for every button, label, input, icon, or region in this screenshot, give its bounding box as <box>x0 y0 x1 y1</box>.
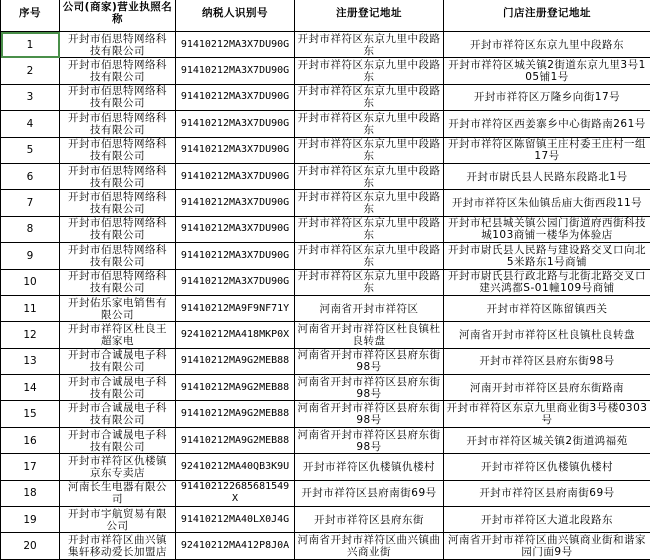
cell-tax-id[interactable]: 91410212MA3X7DU90G <box>176 137 295 163</box>
cell-company-name[interactable]: 开封市佰思特网络科技有限公司 <box>60 137 176 163</box>
cell-seq[interactable]: 17 <box>1 454 60 480</box>
table-row <box>1 190 650 216</box>
table-body <box>1 32 650 560</box>
cell-company-name[interactable]: 开封市佰思特网络科技有限公司 <box>60 269 176 295</box>
cell-seq[interactable]: 6 <box>1 163 60 189</box>
cell-store-address[interactable]: 开封市祥符区县府南街69号 <box>444 480 650 506</box>
cell-registered-address[interactable]: 河南省开封市祥符区县府东街98号 <box>295 401 444 427</box>
cell-store-address[interactable]: 开封市尉氏县行政北路与北街北路交叉口建兴鸿都S-01幢109号商铺 <box>444 269 650 295</box>
cell-store-address[interactable]: 开封市祥符区万隆乡向街17号 <box>444 84 650 110</box>
cell-store-address[interactable]: 开封市祥符区东京九里商业街3号楼0303号 <box>444 401 650 427</box>
cell-store-address[interactable]: 开封市祥符区县府东街98号 <box>444 348 650 374</box>
header-tax-id[interactable]: 纳税人识别号 <box>176 0 295 32</box>
cell-registered-address[interactable]: 开封市祥符区东京九里中段路东 <box>295 216 444 242</box>
cell-company-name[interactable]: 开封市合诚晟电子科技有限公司 <box>60 375 176 401</box>
cell-company-name[interactable]: 开封市合诚晟电子科技有限公司 <box>60 348 176 374</box>
cell-tax-id[interactable]: 92410212MA40QB3K9U <box>176 454 295 480</box>
cell-seq[interactable]: 18 <box>1 480 60 506</box>
header-row <box>1 0 650 32</box>
cell-tax-id[interactable]: 91410212MA3X7DU90G <box>176 163 295 189</box>
cell-tax-id[interactable]: 91410212MA3X7DU90G <box>176 216 295 242</box>
cell-seq[interactable]: 2 <box>1 58 60 84</box>
table-row <box>1 163 650 189</box>
cell-registered-address[interactable]: 开封市祥符区东京九里中段路东 <box>295 163 444 189</box>
cell-store-address[interactable]: 开封市祥符区陈留镇王庄村委王庄村一组17号 <box>444 137 650 163</box>
cell-registered-address[interactable]: 开封市祥符区东京九里中段路东 <box>295 269 444 295</box>
cell-tax-id[interactable]: 92410212MA418MKP0X <box>176 322 295 348</box>
cell-registered-address[interactable]: 河南省开封市祥符区曲兴镇曲兴商业街 <box>295 533 444 559</box>
cell-seq[interactable]: 20 <box>1 533 60 559</box>
cell-tax-id[interactable]: 91410212MA3X7DU90G <box>176 32 295 58</box>
cell-registered-address[interactable]: 开封市祥符区东京九里中段路东 <box>295 32 444 58</box>
cell-tax-id[interactable]: 91410212MA9F9NF71Y <box>176 295 295 321</box>
table-row <box>1 32 650 58</box>
cell-seq[interactable]: 4 <box>1 111 60 137</box>
cell-tax-id[interactable]: 91410212MA3X7DU90G <box>176 269 295 295</box>
cell-registered-address[interactable]: 开封市祥符区东京九里中段路东 <box>295 58 444 84</box>
cell-registered-address[interactable]: 河南省开封市祥符区杜良镇杜良转盘 <box>295 322 444 348</box>
cell-seq[interactable]: 19 <box>1 507 60 533</box>
cell-company-name[interactable]: 开封市合诚晟电子科技有限公司 <box>60 427 176 453</box>
cell-registered-address[interactable]: 开封市祥符区县府东街 <box>295 507 444 533</box>
table-row <box>1 58 650 84</box>
cell-registered-address[interactable]: 河南省开封市祥符区县府东街98号 <box>295 375 444 401</box>
cell-store-address[interactable]: 开封市祥符区东京九里中段路东 <box>444 32 650 58</box>
cell-store-address[interactable]: 开封市祥符区城关镇2街道鸿福苑 <box>444 427 650 453</box>
cell-store-address[interactable]: 河南省开封市祥符区曲兴镇商业街和谐家园门面9号 <box>444 533 650 559</box>
cell-registered-address[interactable]: 开封市祥符区东京九里中段路东 <box>295 243 444 269</box>
cell-store-address[interactable]: 开封市杞县城关镇公园门街道府西街科技城103商铺一楼华为体验店 <box>444 216 650 242</box>
cell-store-address[interactable]: 开封市尉氏县人民路东段路北1号 <box>444 163 650 189</box>
cell-company-name[interactable]: 开封市佰思特网络科技有限公司 <box>60 32 176 58</box>
cell-store-address[interactable]: 开封市祥符区仇楼镇仇楼村 <box>444 454 650 480</box>
header-registered-address[interactable]: 注册登记地址 <box>295 0 444 32</box>
cell-store-address[interactable]: 河南省开封市祥符区杜良镇杜良转盘 <box>444 322 650 348</box>
table-row <box>1 454 650 480</box>
cell-store-address[interactable]: 开封市祥符区城关镇2街道东京九里3号105铺1号 <box>444 58 650 84</box>
cell-company-name[interactable]: 开封市佰思特网络科技有限公司 <box>60 190 176 216</box>
cell-store-address[interactable]: 开封市祥符区朱仙镇岳庙大街西段11号 <box>444 190 650 216</box>
cell-registered-address[interactable]: 开封市祥符区东京九里中段路东 <box>295 190 444 216</box>
cell-registered-address[interactable]: 开封市祥符区东京九里中段路东 <box>295 84 444 110</box>
cell-company-name[interactable]: 开封市宇航贸易有限公司 <box>60 507 176 533</box>
cell-company-name[interactable]: 开封市佰思特网络科技有限公司 <box>60 111 176 137</box>
cell-seq[interactable]: 7 <box>1 190 60 216</box>
cell-registered-address[interactable]: 河南省开封市祥符区 <box>295 295 444 321</box>
cell-company-name[interactable]: 开封佑乐家电销售有限公司 <box>60 295 176 321</box>
table-row <box>1 348 650 374</box>
cell-company-name[interactable]: 开封市合诚晟电子科技有限公司 <box>60 401 176 427</box>
header-name[interactable]: 公司(商家)营业执照名称 <box>60 0 176 32</box>
cell-store-address[interactable]: 开封市尉氏县人民路与建设路交叉口向北5米路东1号商铺 <box>444 243 650 269</box>
cell-registered-address[interactable]: 河南省开封市祥符区县府东街98号 <box>295 348 444 374</box>
cell-tax-id[interactable]: 914102122685681549X <box>176 480 295 506</box>
cell-tax-id[interactable]: 92410212MA412P8J0A <box>176 533 295 559</box>
cell-company-name[interactable]: 开封市佰思特网络科技有限公司 <box>60 163 176 189</box>
cell-store-address[interactable]: 开封市祥符区西姜寨乡中心街路南261号 <box>444 111 650 137</box>
cell-registered-address[interactable]: 开封市祥符区东京九里中段路东 <box>295 111 444 137</box>
cell-company-name[interactable]: 开封市佰思特网络科技有限公司 <box>60 216 176 242</box>
cell-company-name[interactable]: 开封市祥符区曲兴镇集轩移动爱长加盟店 <box>60 533 176 559</box>
cell-seq[interactable]: 15 <box>1 401 60 427</box>
cell-seq[interactable]: 8 <box>1 216 60 242</box>
cell-company-name[interactable]: 开封市佰思特网络科技有限公司 <box>60 84 176 110</box>
cell-company-name[interactable]: 河南长生电器有限公司 <box>60 480 176 506</box>
table-row <box>1 480 650 506</box>
cell-seq[interactable]: 9 <box>1 243 60 269</box>
table-row <box>1 375 650 401</box>
table-row <box>1 243 650 269</box>
cell-tax-id[interactable]: 91410212MA9G2MEB88 <box>176 348 295 374</box>
cell-seq[interactable]: 5 <box>1 137 60 163</box>
cell-seq[interactable]: 14 <box>1 375 60 401</box>
cell-registered-address[interactable]: 河南省开封市祥符区县府东街98号 <box>295 427 444 453</box>
table-row <box>1 533 650 559</box>
table-row <box>1 111 650 137</box>
table-row <box>1 401 650 427</box>
table-row <box>1 427 650 453</box>
cell-company-name[interactable]: 开封市佰思特网络科技有限公司 <box>60 243 176 269</box>
cell-company-name[interactable]: 开封市祥符区仇楼镇京东专卖店 <box>60 454 176 480</box>
table-row <box>1 322 650 348</box>
cell-seq[interactable]: 16 <box>1 427 60 453</box>
cell-seq[interactable]: 1 <box>1 32 60 58</box>
cell-tax-id[interactable]: 91410212MA3X7DU90G <box>176 84 295 110</box>
cell-tax-id[interactable]: 91410212MA3X7DU90G <box>176 111 295 137</box>
header-store-address[interactable]: 门店注册登记地址 <box>444 0 650 32</box>
table-row <box>1 84 650 110</box>
cell-tax-id[interactable]: 91410212MA3X7DU90G <box>176 190 295 216</box>
cell-seq[interactable]: 12 <box>1 322 60 348</box>
cell-registered-address[interactable]: 开封市祥符区东京九里中段路东 <box>295 137 444 163</box>
cell-tax-id[interactable]: 91410212MA9G2MEB88 <box>176 375 295 401</box>
table-row <box>1 507 650 533</box>
cell-tax-id[interactable]: 91410212MA3X7DU90G <box>176 58 295 84</box>
cell-store-address[interactable]: 开封市祥符区陈留镇西关 <box>444 295 650 321</box>
header-seq[interactable]: 序号 <box>1 0 60 32</box>
cell-company-name[interactable]: 开封市祥符区杜良王超家电 <box>60 322 176 348</box>
cell-tax-id[interactable]: 91410212MA9G2MEB88 <box>176 401 295 427</box>
cell-seq[interactable]: 3 <box>1 84 60 110</box>
table-row <box>1 295 650 321</box>
cell-company-name[interactable]: 开封市佰思特网络科技有限公司 <box>60 58 176 84</box>
cell-tax-id[interactable]: 91410212MA9G2MEB88 <box>176 427 295 453</box>
cell-seq[interactable]: 10 <box>1 269 60 295</box>
table-row <box>1 269 650 295</box>
table-row <box>1 216 650 242</box>
cell-store-address[interactable]: 开封市祥符区大道北段路东 <box>444 507 650 533</box>
cell-registered-address[interactable]: 开封市祥符区仇楼镇仇楼村 <box>295 454 444 480</box>
cell-tax-id[interactable]: 91410212MA3X7DU90G <box>176 243 295 269</box>
cell-seq[interactable]: 13 <box>1 348 60 374</box>
cell-registered-address[interactable]: 开封市祥符区县府南街69号 <box>295 480 444 506</box>
cell-tax-id[interactable]: 91410212MA40LX0J4G <box>176 507 295 533</box>
cell-store-address[interactable]: 河南开封市祥符区县府东街路南 <box>444 375 650 401</box>
cell-seq[interactable]: 11 <box>1 295 60 321</box>
table-row <box>1 137 650 163</box>
